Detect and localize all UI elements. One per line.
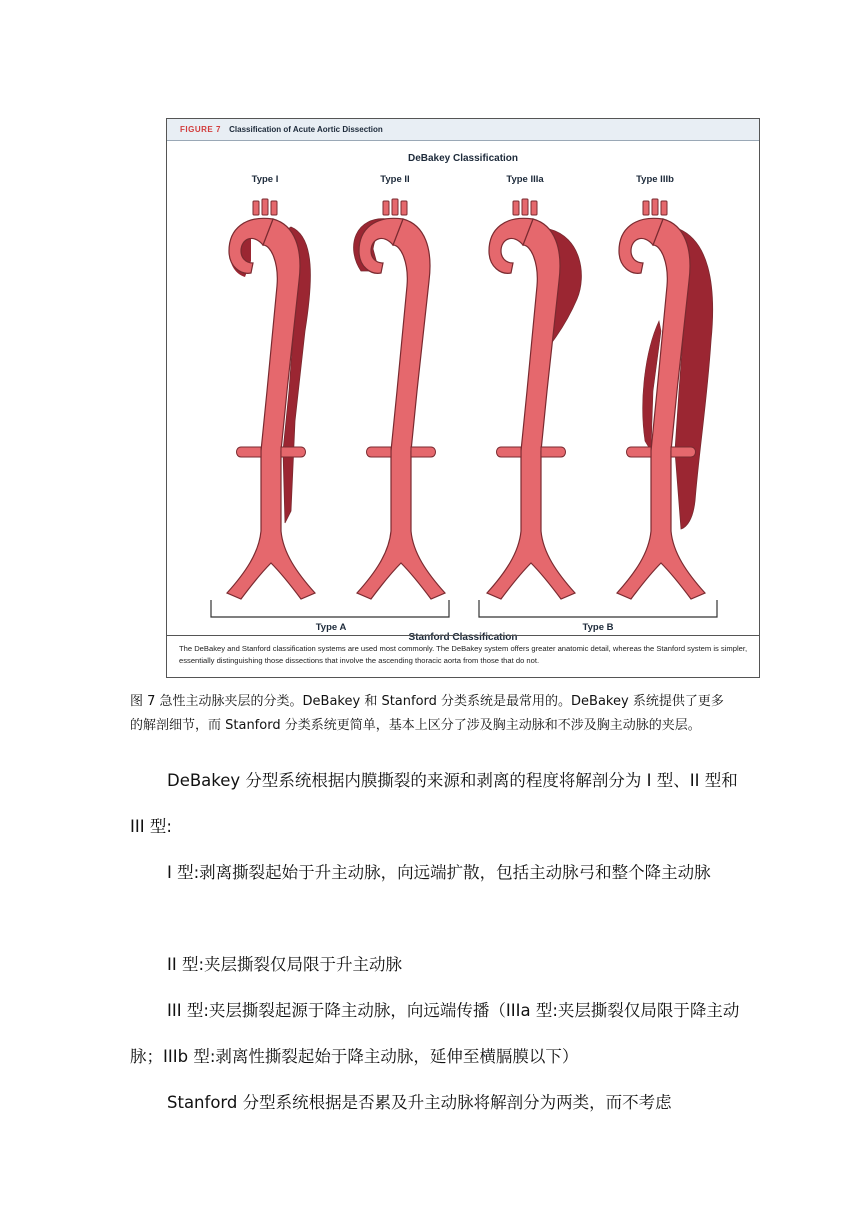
figure-7 xyxy=(166,118,760,678)
paragraph-stanford-intro: Stanford 分型系统根据是否累及升主动脉将解剖分为两类，而不考虑 xyxy=(167,1093,672,1112)
aorta-illustration xyxy=(167,141,759,643)
paragraph-debakey-intro: DeBakey 分型系统根据内膜撕裂的来源和剥离的程度将解剖分为 I 型、II 型和 III 型: xyxy=(130,771,738,836)
aorta-type-3b xyxy=(617,199,713,599)
figure-label: FIGURE 7 xyxy=(180,125,221,134)
type-3a-label: Type IIIa xyxy=(506,174,544,185)
figure-header xyxy=(167,119,759,141)
type-3b-label: Type IIIb xyxy=(636,174,674,185)
type-2-label: Type II xyxy=(380,174,410,185)
stanford-heading: Stanford Classification xyxy=(408,632,518,643)
chinese-figure-caption: 图 7 急性主动脉夹层的分类。DeBakey 和 Stanford 分类系统是最常用的。DeBakey 系统提供了更多的解剖细节，而 Stanford 分类系统更简单，基本上区分了涉及胸主动脉和不涉及胸主动脉的夹层。 xyxy=(130,694,724,733)
stanford-bracket-a xyxy=(211,600,449,617)
aorta-type-2 xyxy=(354,199,445,599)
figure-title: Classification of Acute Aortic Dissection xyxy=(229,125,383,134)
paragraph-type-3: III 型:夹层撕裂起源于降主动脉，向远端传播（IIIa 型:夹层撕裂仅局限于降主动脉；IIIb 型:剥离性撕裂起始于降主动脉，延伸至横膈膜以下） xyxy=(130,1001,740,1066)
type-1-label: Type I xyxy=(251,174,279,185)
figure-caption: The DeBakey and Stanford classification systems are used most commonly. The DeBakey system offers greater anatomic detail, whereas the Stanford system is simpler, essentially distinguishing those dissections that involve the ascending thoracic aorta from those that do not. xyxy=(167,635,759,677)
paragraph-type-2: II 型:夹层撕裂仅局限于升主动脉 xyxy=(167,955,403,974)
stanford-bracket-b xyxy=(479,600,717,617)
stanford-type-b: Type B xyxy=(582,622,614,633)
stanford-type-a: Type A xyxy=(315,622,347,633)
paragraph-type-1: I 型:剥离撕裂起始于升主动脉，向远端扩散，包括主动脉弓和整个降主动脉 xyxy=(167,863,711,882)
aorta-type-3a xyxy=(487,199,581,599)
aorta-type-1 xyxy=(227,199,315,599)
debakey-heading: DeBakey Classification xyxy=(407,153,519,164)
